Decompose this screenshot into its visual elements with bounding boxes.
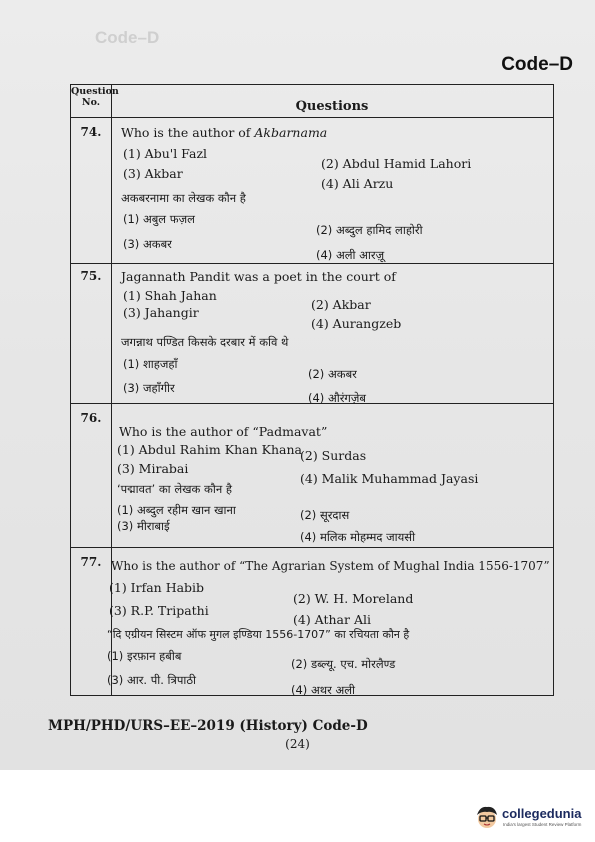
question-text	[121, 125, 327, 140]
student-face-icon	[474, 804, 500, 830]
option: (2) Surdas	[300, 448, 367, 463]
question-text: Jagannath Pandit was a poet in the court of	[121, 269, 396, 284]
option-hindi: (1) इरफ़ान हबीब	[107, 649, 182, 663]
question-number: 77.	[80, 555, 102, 569]
collegedunia-logo	[474, 804, 586, 834]
option-hindi: (3) जहाँगीर	[123, 381, 175, 395]
option: (4) Athar Ali	[293, 612, 371, 627]
question-text-hindi: जगन्नाथ पण्डित किसके दरबार में कवि थे	[121, 335, 289, 349]
option-hindi: (2) सूरदास	[300, 508, 350, 522]
question-text-main: Who is the author of	[121, 125, 255, 140]
questions-header: Questions	[295, 99, 369, 114]
option-hindi: (2) अब्दुल हामिद लाहोरी	[316, 223, 423, 237]
option: (2) Akbar	[311, 297, 371, 312]
question-text-hindi: अकबरनामा का लेखक कौन है	[121, 191, 246, 205]
option-hindi: (4) अथर अली	[291, 683, 355, 697]
option-hindi: (4) अली आरज़ू	[316, 248, 385, 262]
option-hindi: (4) औरंगज़ेब	[308, 391, 366, 405]
question-text: Who is the author of “The Agrarian System of Mughal India 1556-1707”	[111, 559, 550, 573]
option: (3) R.P. Tripathi	[109, 603, 209, 618]
book-title: Akbarnama	[254, 125, 328, 140]
option: (1) Abdul Rahim Khan Khana	[117, 442, 302, 457]
brand-name: collegedunia	[502, 806, 582, 821]
option-hindi: (1) अब्दुल रहीम खान खाना	[117, 503, 236, 517]
option: (1) Abu'l Fazl	[123, 146, 208, 161]
paper-code: Code–D	[501, 54, 573, 75]
question-number: 74.	[80, 125, 102, 139]
footer-code-line: MPH/PHD/URS–EE–2019 (History) Code-D	[48, 718, 368, 734]
question-number: 75.	[80, 269, 102, 283]
question-no-header: Question No.	[71, 86, 119, 108]
option: (2) W. H. Moreland	[293, 591, 414, 606]
question-text: Who is the author of “Padmavat”	[119, 424, 328, 439]
option: (3) Akbar	[123, 166, 183, 181]
question-text-hindi: ‘पद्मावत’ का लेखक कौन है	[117, 482, 232, 496]
option: (4) Ali Arzu	[321, 176, 394, 191]
page-number: (24)	[285, 737, 310, 751]
row-divider	[71, 403, 553, 404]
option-hindi: (1) अबुल फज़ल	[123, 212, 195, 226]
question-number: 76.	[80, 411, 102, 425]
question-text-hindi: “दि एग्रीयन सिस्टम ऑफ मुगल इण्डिया 1556-1707” का रचियता कौन है	[107, 628, 410, 641]
bleed-through-text: Code–D	[95, 28, 160, 47]
option-hindi: (3) मीराबाई	[117, 519, 170, 533]
row-divider	[71, 117, 553, 118]
option-hindi: (1) शाहजहाँ	[123, 357, 178, 371]
option: (1) Shah Jahan	[123, 288, 217, 303]
option-hindi: (2) अकबर	[308, 367, 357, 381]
option: (3) Mirabai	[117, 461, 189, 476]
option: (3) Jahangir	[123, 305, 199, 320]
questions-table	[70, 84, 554, 696]
row-divider	[71, 263, 553, 264]
option-hindi: (3) अकबर	[123, 237, 172, 251]
option-hindi: (4) मलिक मोहम्मद जायसी	[300, 530, 416, 544]
option-hindi: (2) डब्ल्यू. एच. मोरलैण्ड	[291, 657, 396, 671]
row-divider	[71, 547, 553, 548]
option: (4) Aurangzeb	[311, 316, 402, 331]
option: (4) Malik Muhammad Jayasi	[300, 471, 479, 486]
option: (2) Abdul Hamid Lahori	[321, 156, 472, 171]
option-hindi: (3) आर. पी. त्रिपाठी	[107, 673, 197, 687]
brand-tagline: India's largest Student Review Platform	[503, 822, 582, 827]
option: (1) Irfan Habib	[109, 580, 205, 595]
